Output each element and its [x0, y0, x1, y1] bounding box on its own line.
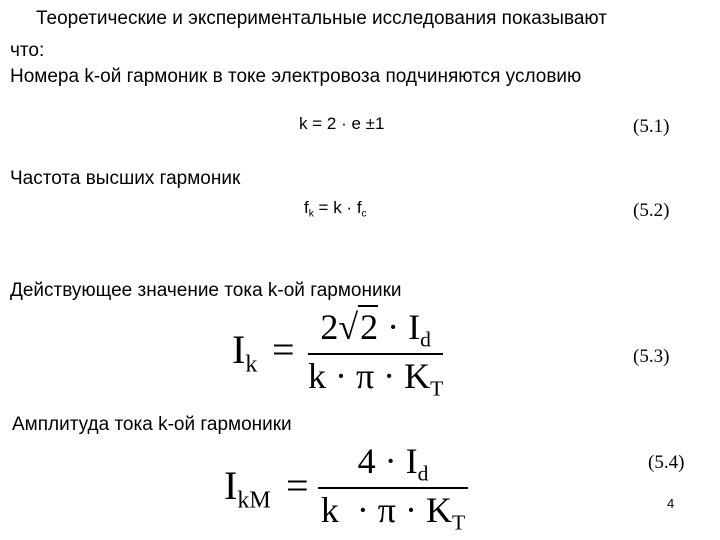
eq2-sub-c: c [361, 208, 367, 220]
eq4-lhs [224, 462, 271, 514]
eq2-sub-k: k [308, 208, 314, 220]
eq2-f: f [304, 198, 309, 217]
eq4-equals: = [286, 463, 309, 508]
section-label-rms-current: Действующее значение тока k-ой гармоники [10, 280, 402, 301]
eq3-lhs-sub: k [245, 351, 258, 378]
eq3-num-b: · I [378, 307, 421, 347]
eq4-lhs-sub: kM [237, 487, 271, 514]
eq3-num-coef: 2 [320, 307, 339, 347]
eq4-den-sub: T [451, 510, 466, 535]
eq3-equals: = [272, 327, 295, 372]
equation-number-5-1: (5.1) [633, 116, 670, 137]
intro-line-1: Теоретические и экспериментальные исследования показывают [36, 8, 607, 29]
eq4-fraction [318, 440, 468, 535]
eq4-num-text: 4 · I [357, 441, 418, 481]
eq4-den-text: k · π · K [320, 489, 452, 530]
eq4-numerator [358, 440, 429, 487]
equation-number-5-4: (5.4) [648, 452, 685, 473]
section-label-harmonic-frequency: Частота высших гармоник [10, 168, 241, 189]
eq1-lhs: k [299, 114, 308, 133]
equation-5-1 [299, 114, 384, 134]
eq3-fraction [308, 306, 443, 401]
equation-number-5-3: (5.3) [633, 346, 670, 367]
intro-line-3: Номера k-ой гармоник в токе электровоза подчиняются условию [10, 66, 582, 87]
eq3-lhs [232, 326, 257, 378]
eq3-denominator [308, 355, 443, 402]
eq2-f2: f [356, 198, 362, 217]
eq4-denominator [321, 489, 465, 536]
eq1-rhs: = 2 · e ±1 [312, 114, 385, 133]
intro-line-2: что: [10, 40, 45, 61]
sqrt-symbol: √2 [338, 307, 379, 347]
equation-number-5-2: (5.2) [633, 200, 670, 221]
eq3-numerator [320, 306, 431, 353]
eq3-num-sub: d [420, 327, 431, 352]
eq4-lhs-symbol: I [224, 463, 238, 508]
eq2-middle: = k · [313, 198, 357, 217]
eq3-lhs-symbol: I [232, 327, 246, 372]
section-label-amplitude: Амплитуда тока k-ой гармоники [12, 414, 292, 435]
page-number: 4 [667, 496, 675, 511]
equation-5-2 [304, 198, 367, 220]
eq3-den-sub: T [430, 376, 444, 401]
eq3-num-root: 2 [360, 307, 379, 347]
eq4-num-sub: d [417, 461, 429, 486]
eq3-den-text: k · π · K [308, 355, 431, 396]
